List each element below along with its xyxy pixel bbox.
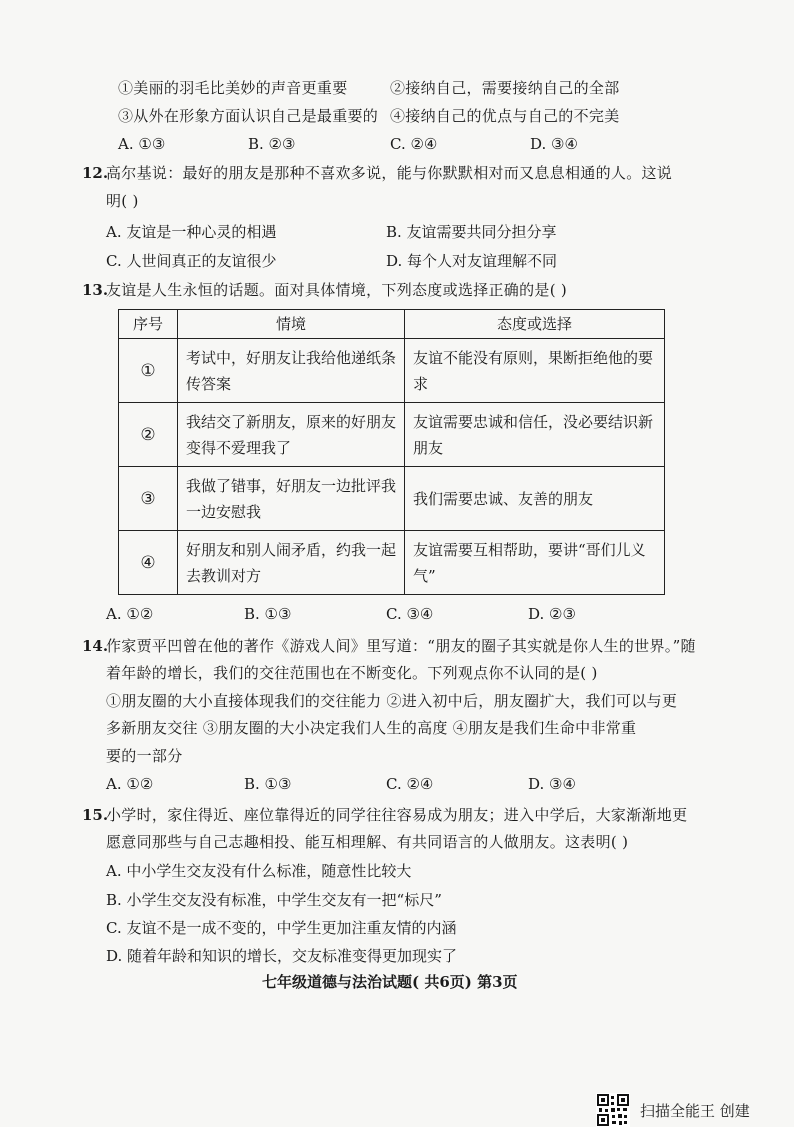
table-header-number: 序号 <box>119 310 178 339</box>
q12-option-c: C. 人世间真正的友谊很少 <box>106 252 277 270</box>
q11-item-1: ①美丽的羽毛比美妙的声音更重要 <box>118 79 348 97</box>
q11-item-4: ④接纳自己的优点与自己的不完美 <box>390 107 620 125</box>
q13-table <box>118 309 665 595</box>
q11-item-2: ②接纳自己，需要接纳自己的全部 <box>390 79 620 97</box>
table-header-situation: 情境 <box>178 310 405 339</box>
q14-line-3: ①朋友圈的大小直接体现我们的交往能力 ②进入初中后，朋友圈扩大，我们可以与更 <box>106 692 678 710</box>
scanner-brand-label: 扫描全能王 创建 <box>640 1102 750 1120</box>
row-choice: 友谊需要忠诚和信任，没必要结识新朋友 <box>405 403 665 467</box>
q12-option-d: D. 每个人对友谊理解不同 <box>386 252 558 270</box>
row-choice: 友谊需要互相帮助，要讲“哥们儿义气” <box>405 531 665 595</box>
q11-option-b: B. ②③ <box>248 135 296 153</box>
row-situation: 考试中，好朋友让我给他递纸条传答案 <box>178 339 405 403</box>
row-number: ② <box>119 403 178 467</box>
q12-stem-line2: 明( ) <box>106 192 139 210</box>
q13-number: 13. <box>82 281 109 299</box>
q13-option-a: A. ①② <box>106 605 154 623</box>
q15-line-1: 小学时，家住得近、座位靠得近的同学往往容易成为朋友；进入中学后，大家渐渐地更 <box>106 806 688 824</box>
q14-line-5: 要的一部分 <box>106 747 183 765</box>
q15-option-b: B. 小学生交友没有标准，中学生交友有一把“标尺” <box>106 891 442 909</box>
q14-option-b: B. ①③ <box>244 775 292 793</box>
q11-option-d: D. ③④ <box>530 135 578 153</box>
qr-code-icon <box>596 1093 630 1127</box>
q14-line-2: 着年龄的增长，我们的交往范围也在不断变化。下列观点你不认同的是( ) <box>106 664 598 682</box>
row-choice: 我们需要忠诚、友善的朋友 <box>405 467 665 531</box>
q12-option-b: B. 友谊需要共同分担分享 <box>386 223 557 241</box>
row-choice: 友谊不能没有原则，果断拒绝他的要求 <box>405 339 665 403</box>
q15-option-c: C. 友谊不是一成不变的，中学生更加注重友情的内涵 <box>106 919 457 937</box>
row-number: ① <box>119 339 178 403</box>
q15-number: 15. <box>82 806 109 824</box>
q11-option-c: C. ②④ <box>390 135 438 153</box>
table-header-choice: 态度或选择 <box>405 310 665 339</box>
q11-item-3: ③从外在形象方面认识自己是最重要的 <box>118 107 379 125</box>
table-row <box>119 339 665 403</box>
page-footer: 七年级道德与法治试题( 共6页) 第3页 <box>262 973 518 991</box>
row-number: ④ <box>119 531 178 595</box>
q12-number: 12. <box>82 164 109 182</box>
q14-line-1: 作家贾平凹曾在他的著作《游戏人间》里写道：“朋友的圈子其实就是你人生的世界。”随 <box>106 637 696 655</box>
q14-line-4: 多新朋友交往 ③朋友圈的大小决定我们人生的高度 ④朋友是我们生命中非常重 <box>106 719 637 737</box>
table-row <box>119 467 665 531</box>
q13-option-b: B. ①③ <box>244 605 292 623</box>
row-situation: 我做了错事，好朋友一边批评我一边安慰我 <box>178 467 405 531</box>
q14-option-c: C. ②④ <box>386 775 434 793</box>
q12-option-a: A. 友谊是一种心灵的相遇 <box>106 223 277 241</box>
table-row <box>119 531 665 595</box>
q13-option-d: D. ②③ <box>528 605 576 623</box>
q14-option-d: D. ③④ <box>528 775 576 793</box>
q13-stem: 友谊是人生永恒的话题。面对具体情境，下列态度或选择正确的是( ) <box>106 281 568 299</box>
q14-option-a: A. ①② <box>106 775 154 793</box>
row-situation: 我结交了新朋友，原来的好朋友变得不爱理我了 <box>178 403 405 467</box>
q15-line-2: 愿意同那些与自己志趣相投、能互相理解、有共同语言的人做朋友。这表明( ) <box>106 833 629 851</box>
q11-option-a: A. ①③ <box>118 135 166 153</box>
q15-option-d: D. 随着年龄和知识的增长，交友标准变得更加现实了 <box>106 947 458 965</box>
q13-option-c: C. ③④ <box>386 605 434 623</box>
q14-number: 14. <box>82 637 109 655</box>
table-row <box>119 403 665 467</box>
q12-stem-line1: 高尔基说：最好的朋友是那种不喜欢多说，能与你默默相对而又息息相通的人。这说 <box>106 164 673 182</box>
row-situation: 好朋友和别人闹矛盾，约我一起去教训对方 <box>178 531 405 595</box>
row-number: ③ <box>119 467 178 531</box>
q15-option-a: A. 中小学生交友没有什么标准，随意性比较大 <box>106 862 412 880</box>
